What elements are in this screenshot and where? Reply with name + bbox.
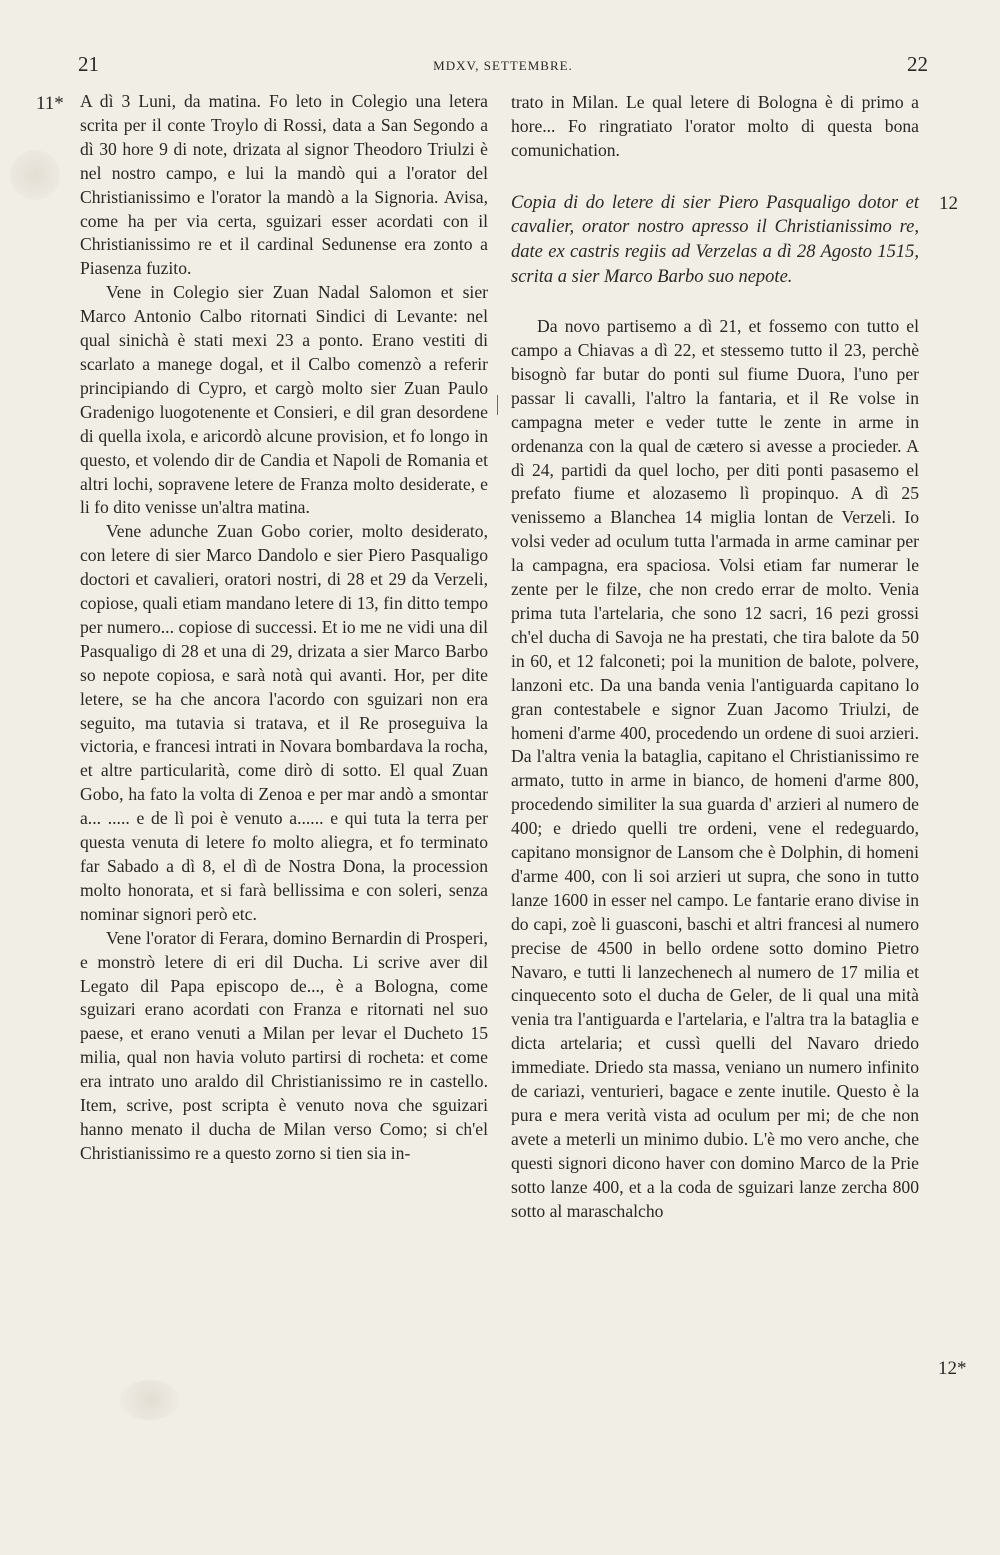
left-column (80, 90, 488, 1166)
column-divider (497, 395, 498, 415)
paragraph: A dì 3 Luni, da matina. Fo leto in Colegio una letera scrita per il conte Troylo di Rossi, data a San Segondo a dì 30 hore 9 di note, drizata al signor Theodoro Triulzi è nel nostro campo, e lui la mandò qui a l'orator del Christianissimo e l'orator la mandò a la Signoria. Avisa, come ha per via certa, sguizari esser acordati con il Christianissimo re et il cardinal Sedunense era zonto a Piasenza fuzito. (80, 91, 488, 279)
margin-note-right: 12 (939, 193, 958, 214)
paragraph: Vene l'orator di Ferara, domino Bernardin di Prosperi, e monstrò letere di eri dil Ducha. Li scrive aver dil Legato dil Papa episcopo de..., è a Bologna, come sguizari erano acordati con Franza e ritornati nel suo paese, et erano venuti a Milan per levar el Ducheto 15 milia, qual non havia voluto partirsi di rocheta: et come era intrato uno araldo dil Christianissimo re in castello. Item, scrive, post scripta è venuto nova che sguizari hanno menato il ducha de Milan verso Como; si ch'el Christianissimo re a questo zorno si tien sia in- (80, 927, 488, 1163)
margin-note-right-bottom: 12* (938, 1358, 967, 1379)
running-title: MDXV, SETTEMBRE. (433, 58, 573, 73)
page-header (78, 52, 928, 82)
paragraph: Da novo partisemo a dì 21, et fossemo con tutto el campo a Chiavas a dì 22, et stessemo tutto il 23, perchè bisognò far butar do ponti sul fiume Duora, l'uno per passar li cavalli, l'altro la fantaria, et il Re volse in campagna meter e veder tutte le zente in arme in ordenanza con la qual de cætero si avesse a procieder. A dì 24, partidi da quel locho, per diti ponti pasasemo el prefato fiume et alozasemo lì propinquo. A dì 25 venissemo a Blanchea 14 miglia lontan de Verzeli. Io volsi veder ad oculum tutta l'armada in arme caminar per la campagna, era spaciosa. Volsi etiam far numerar le zente per le filze, che non credo errar de molto. Venia prima tuta l'artelaria, che sono 12 sacri, 16 pezi grossi ch'el ducha di Savoja ne ha prestati, che tira balote da 50 in 60, et 12 falconeti; poi la munition de balote, polvere, lanzoni etc. Da una banda venia l'antiguarda capitano lo gran contestabele e signor Zuan Jacomo Triulzi, de homeni d'arme 400, procedendo un ordene di suoi arzieri. Da l'altra venia la bataglia, capitano el Christianissimo re armato, tutto in arme in bianco, de homeni d'arme 800, procedendo similiter la sua guarda d' arzieri al numero de 400; e driedo quelli tre ordeni, vene el redeguardo, capitano monsignor de Lansom che è Dolphin, di homeni d'arme 400, con li soi arzieri ut supra, che sono in tutto lanze 1600 in esser nel campo. Le fantarie erano divise in do capi, zoè li guasconi, baschi et altri francesi al numero precise de 4500 in bello ordene sotto domino Pietro Navaro, e tutti li lanzechenech al numero de 17 milia et cinquecento soto el ducha de Geler, de li qual una mità venia tra l'antiguarda e l'artelaria, e l'altra tra la bataglia e dicta artelaria; et cussì quelli del Navaro driedo immediate. Driedo sta massa, veniano un numero infinito de cariazi, venturieri, bagace e zente inutile. Questo è la pura e mera verità vista ad oculum per mi; de che non avete a meterli un minimo dubio. L'è mo vero anche, che questi signori dicono haver con domino Marco de la Prie sotto lanze 400, et a la coda de sguizari lanze zercha 800 sotto al maraschalcho (511, 316, 919, 1221)
paper-stain (120, 1380, 180, 1420)
right-column (511, 91, 919, 1224)
margin-note-left: 11* (36, 93, 64, 114)
letter-heading: Copia di do letere di sier Piero Pasqualigo dotor et cavalier, orator nostro apresso il Christianissimo re, date ex castris regiis ad Verzelas a dì 28 Agosto 1515, scrita a sier Marco Barbo suo nepote. (511, 192, 919, 287)
paragraph: Vene in Colegio sier Zuan Nadal Salomon et sier Marco Antonio Calbo ritornati Sindici di Levante: nel qual sinichà è stati mexi 23 a ponto. Erano vestiti di scarlato a manege dogal, et il Calbo comenzò a referir principiando di Cypro, et cargò molto sier Zuan Paulo Gradenigo luogotenente et Consieri, e dil gran desordene di quella ixola, e aricordò alcune provision, et fo longo in questo, et volendo dir de Candia et Napoli de Romania et altri lochi, sopravene letere de Franza molto desiderate, e li fo dito venisse un'altra matina. (80, 282, 488, 518)
paragraph: Vene adunche Zuan Gobo corier, molto desiderato, con letere di sier Marco Dandolo e sier Piero Pasqualigo doctori et cavalieri, oratori nostri, di 28 et 29 da Verzeli, copiose, quali etiam mandano letere di 13, fin ditto tempo per numero... copiose di successi. Et io me ne vidi una dil Pasqualigo di 28 et una di 29, drizata a sier Marco Barbo so nepote copiosa, e sarà notà qui avanti. Hor, per dite letere, se ha che ancora l'acordo con sguizari non era seguito, ma tutavia si tratava, et il Re proseguiva la victoria, e francesi intrati in Novara bombardava la rocha, et altre particularità, come dirò di sotto. El qual Zuan Gobo, ha fato la volta di Zenoa e per mar andò a smontar a... ..... e de lì poi è venuto a...... e qui tuta la terra per questa venuta di letere fo molto aliegra, et fo terminato far Sabado a dì 8, el dì de Nostra Dona, la procession molto honorata, et si farà bellissima e con soleri, senza nominar signori però etc. (80, 521, 488, 924)
paper-stain (10, 150, 60, 200)
page-number-left: 21 (78, 52, 99, 76)
paragraph: trato in Milan. Le qual letere di Bologna è di primo a hore... Fo ringratiato l'orator molto di questa bona comunichation. (511, 92, 919, 160)
page-number-right: 22 (907, 52, 928, 76)
